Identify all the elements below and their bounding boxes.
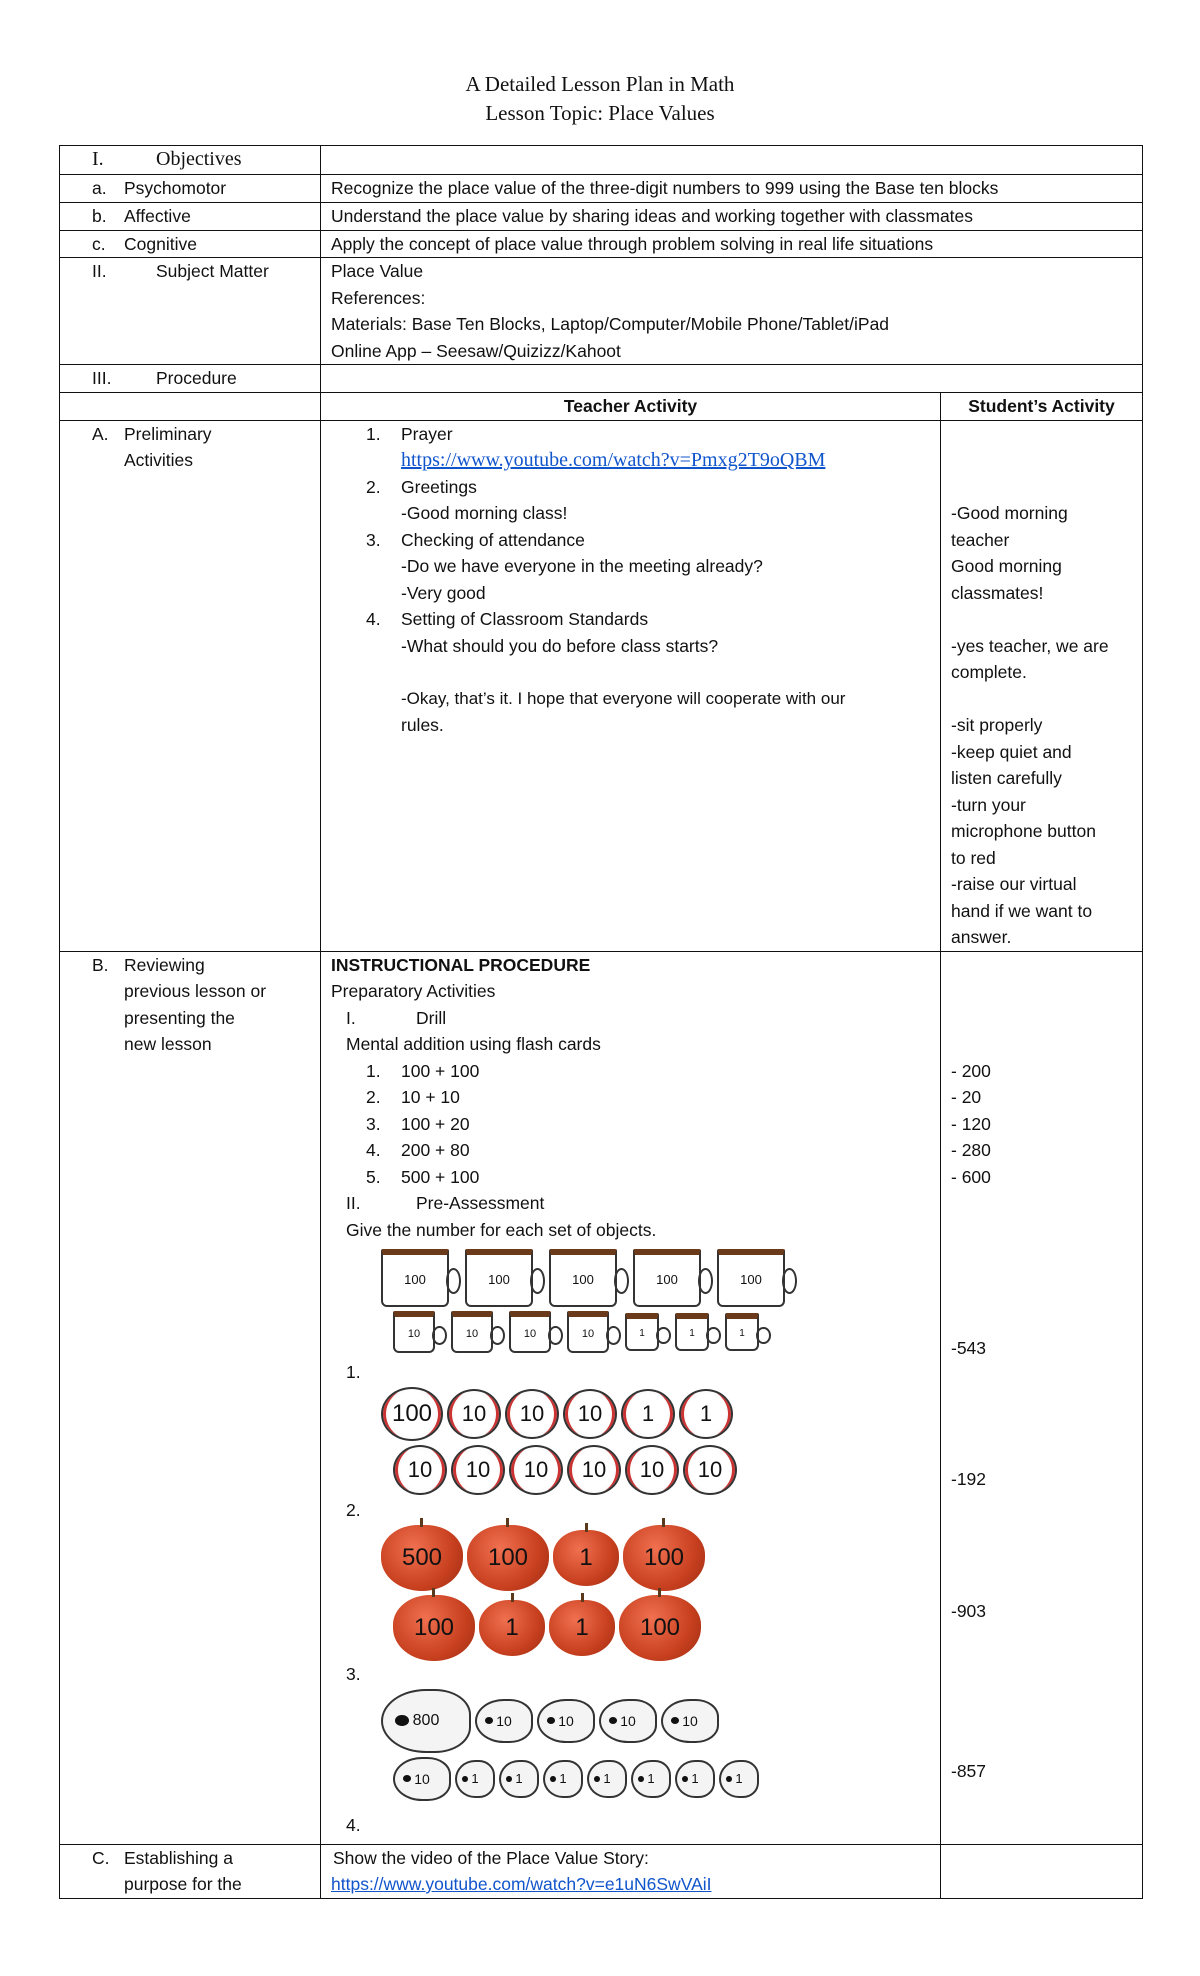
flash-card-item — [331, 1164, 930, 1191]
step-line: -Okay, that’s it. I hope that everyone will cooperate with our — [401, 688, 846, 708]
mug-10-picture: 10 — [393, 1311, 435, 1353]
preparatory-label: Preparatory Activities — [331, 981, 496, 1001]
step-line: -Do we have everyone in the meeting already? — [401, 556, 763, 576]
mug-100-picture: 100 — [549, 1249, 617, 1307]
student-activity-header: Student’s Activity — [941, 393, 1143, 421]
objectives-row — [60, 146, 1143, 175]
object-set-2 — [331, 1387, 930, 1519]
object-row — [381, 1525, 930, 1591]
apple-100-picture: 100 — [467, 1525, 549, 1591]
object-row — [381, 1595, 930, 1661]
student-response-line — [951, 686, 1132, 713]
part-label: new lesson — [124, 1034, 212, 1054]
student-response-line: -sit properly — [951, 715, 1043, 735]
object-row — [381, 1387, 930, 1441]
section-label: Objectives — [156, 148, 242, 170]
subject-line: Online App – Seesaw/Quizizz/Kahoot — [331, 340, 621, 361]
purpose-row — [60, 1844, 1143, 1898]
set-answer: -192 — [951, 1468, 987, 1489]
part-label: Establishing a — [124, 1847, 233, 1868]
apple-1-picture: 1 — [549, 1600, 615, 1656]
student-response-line: -raise our virtual — [951, 874, 1077, 894]
object-row — [381, 1311, 930, 1353]
part-letter: B. — [92, 954, 109, 975]
apple-1-picture: 1 — [553, 1530, 619, 1586]
fish-1-picture: 1 — [543, 1760, 583, 1798]
purpose-text: Show the video of the Place Value Story: — [333, 1847, 649, 1868]
mug-1-picture: 1 — [675, 1313, 709, 1351]
step-title: Checking of attendance — [401, 529, 585, 550]
objective-letter: b. — [92, 206, 107, 226]
step-title: Setting of Classroom Standards — [401, 609, 649, 629]
flash-card-item — [331, 1137, 930, 1164]
step-line — [331, 659, 930, 686]
objective-letter: c. — [92, 233, 106, 254]
student-response-line: classmates! — [951, 582, 1044, 603]
ball-10-picture: 10 — [505, 1389, 559, 1439]
pre-assessment-description: Give the number for each set of objects. — [346, 1219, 657, 1240]
objective-text: Apply the concept of place value through problem solving in real life situations — [321, 230, 1143, 258]
preliminary-row — [60, 420, 1143, 951]
fish-10-picture: 10 — [393, 1757, 451, 1801]
objective-row — [60, 175, 1143, 203]
student-response-line: Good morning — [951, 556, 1062, 576]
student-response-line: teacher — [951, 529, 1010, 550]
object-row — [381, 1249, 930, 1307]
objective-label: Cognitive — [124, 233, 197, 254]
ball-10-picture: 10 — [625, 1445, 679, 1495]
flash-question: 10 + 10 — [401, 1087, 460, 1107]
fish-10-picture: 10 — [537, 1699, 595, 1743]
step-line: -Very good — [401, 582, 486, 603]
fish-1-picture: 1 — [719, 1760, 759, 1798]
ball-10-picture: 10 — [683, 1445, 737, 1495]
mug-100-picture: 100 — [465, 1249, 533, 1307]
fish-10-picture: 10 — [475, 1699, 533, 1743]
fish-1-picture: 1 — [631, 1760, 671, 1798]
objective-row — [60, 230, 1143, 258]
subject-line: References: — [331, 287, 426, 308]
objective-label: Psychomotor — [124, 178, 227, 198]
objective-text: Understand the place value by sharing ideas and working together with classmates — [321, 203, 1143, 231]
step-title: Prayer — [401, 423, 453, 444]
mug-100-picture: 100 — [717, 1249, 785, 1307]
flash-number: 5. — [366, 1166, 381, 1187]
student-response-line: -turn your — [951, 794, 1026, 815]
mug-10-picture: 10 — [509, 1311, 551, 1353]
fish-1-picture: 1 — [499, 1760, 539, 1798]
flash-card-item — [331, 1084, 930, 1111]
fish-1-picture: 1 — [587, 1760, 627, 1798]
part-letter: A. — [92, 423, 109, 444]
mug-100-picture: 100 — [633, 1249, 701, 1307]
set-number: 4. — [346, 1814, 361, 1835]
document-title: A Detailed Lesson Plan in Math — [465, 72, 735, 96]
student-response-line: complete. — [951, 662, 1027, 682]
ball-10-picture: 10 — [563, 1389, 617, 1439]
pre-assessment-label: Pre-Assessment — [416, 1193, 545, 1213]
flash-answer: - 20 — [951, 1087, 982, 1107]
object-set-1 — [331, 1249, 930, 1381]
step-number: 3. — [366, 529, 381, 550]
apple-100-picture: 100 — [623, 1525, 705, 1591]
flash-card-list — [331, 1058, 930, 1191]
mug-10-picture: 10 — [567, 1311, 609, 1353]
flash-answer: - 120 — [951, 1113, 991, 1134]
objective-row — [60, 203, 1143, 231]
object-set-3 — [331, 1525, 930, 1683]
student-response-line: -keep quiet and — [951, 741, 1072, 762]
mug-100-picture: 100 — [381, 1249, 449, 1307]
fish-1-picture: 1 — [455, 1760, 495, 1798]
set-number: 3. — [346, 1663, 361, 1684]
lesson-plan-table — [59, 145, 1143, 1899]
activity-header-row — [60, 393, 1143, 421]
part-label: Preliminary — [124, 423, 212, 444]
step-line: rules. — [401, 715, 444, 735]
flash-number: 1. — [366, 1060, 381, 1081]
set-answer: -543 — [951, 1337, 987, 1358]
mug-10-picture: 10 — [451, 1311, 493, 1353]
part-label: purpose for the — [124, 1874, 242, 1894]
lesson-topic: Lesson Topic: Place Values — [485, 101, 715, 125]
student-response-line: -Good morning — [951, 503, 1068, 523]
flash-answer: - 280 — [951, 1140, 991, 1160]
flash-question: 200 + 80 — [401, 1140, 470, 1160]
section-number: II. — [92, 261, 107, 281]
student-response-line: answer. — [951, 927, 1012, 947]
objective-text: Recognize the place value of the three-digit numbers to 999 using the Base ten blocks — [321, 175, 1143, 203]
procedure-row — [60, 365, 1143, 393]
flash-answer: - 200 — [951, 1060, 991, 1081]
student-response-line — [951, 447, 1132, 474]
set-number: 2. — [346, 1499, 361, 1520]
objective-label: Affective — [124, 206, 191, 226]
subject-line: Place Value — [331, 261, 424, 281]
teacher-activity-header: Teacher Activity — [321, 393, 941, 421]
ball-1-picture: 1 — [679, 1389, 733, 1439]
student-response-line: to red — [951, 847, 996, 868]
step-number: 1. — [366, 423, 381, 444]
flash-number: 2. — [366, 1087, 381, 1107]
fish-1-picture: 1 — [675, 1760, 715, 1798]
student-responses — [941, 420, 1143, 951]
step-line: -What should you do before class starts? — [401, 635, 719, 656]
story-video-link[interactable]: https://www.youtube.com/watch?v=e1uN6SwVAiI — [331, 1874, 712, 1894]
apple-100-picture: 100 — [393, 1595, 475, 1661]
apple-500-picture: 500 — [381, 1525, 463, 1591]
student-answers — [941, 951, 1143, 1844]
section-number: III. — [92, 368, 112, 388]
student-response-line: microphone button — [951, 821, 1096, 841]
instructional-heading: INSTRUCTIONAL PROCEDURE — [331, 954, 591, 975]
part-label: Activities — [124, 450, 194, 470]
section-number: I. — [92, 148, 104, 170]
student-response-line — [951, 474, 1132, 501]
ball-1-picture: 1 — [621, 1389, 675, 1439]
subject-line: Materials: Base Ten Blocks, Laptop/Computer/Mobile Phone/Tablet/iPad — [331, 314, 890, 334]
objective-letter: a. — [92, 178, 107, 198]
ball-10-picture: 10 — [451, 1445, 505, 1495]
mug-1-picture: 1 — [625, 1313, 659, 1351]
set-answer: -857 — [951, 1760, 987, 1781]
ball-10-picture: 10 — [509, 1445, 563, 1495]
flash-answer: - 600 — [951, 1166, 991, 1187]
student-response-line: -yes teacher, we are — [951, 635, 1109, 656]
object-row — [381, 1445, 930, 1495]
student-response-line — [951, 421, 1132, 448]
ball-10-picture: 10 — [447, 1389, 501, 1439]
fish-800-picture: 800 — [381, 1689, 471, 1753]
part-label: Reviewing — [124, 954, 205, 975]
part-letter: C. — [92, 1847, 110, 1868]
flash-card-item — [331, 1111, 930, 1138]
step-number: 2. — [366, 476, 381, 497]
fish-10-picture: 10 — [661, 1699, 719, 1743]
student-response-line: listen carefully — [951, 768, 1062, 788]
part-label: previous lesson or — [124, 981, 267, 1001]
ball-10-picture: 10 — [567, 1445, 621, 1495]
object-set-4 — [331, 1689, 930, 1834]
ball-100-picture: 100 — [381, 1387, 443, 1441]
flash-question: 500 + 100 — [401, 1166, 480, 1187]
student-response-line: hand if we want to — [951, 900, 1093, 921]
section-label: Subject Matter — [156, 261, 269, 281]
mug-1-picture: 1 — [725, 1313, 759, 1351]
drill-label: Drill — [416, 1007, 447, 1028]
section-label: Procedure — [156, 368, 237, 388]
set-answer: -903 — [951, 1600, 987, 1621]
apple-100-picture: 100 — [619, 1595, 701, 1661]
roman-number: I. — [346, 1007, 356, 1028]
ball-10-picture: 10 — [393, 1445, 447, 1495]
object-row — [381, 1757, 930, 1801]
step-line: -Good morning class! — [401, 503, 568, 523]
flash-question: 100 + 100 — [401, 1060, 480, 1081]
fish-10-picture: 10 — [599, 1699, 657, 1743]
student-response-line — [951, 606, 1132, 633]
roman-number: II. — [346, 1193, 361, 1213]
flash-card-item — [331, 1058, 930, 1085]
step-number: 4. — [366, 609, 381, 629]
set-number: 1. — [346, 1361, 361, 1382]
flash-number: 3. — [366, 1113, 381, 1134]
drill-description: Mental addition using flash cards — [346, 1034, 601, 1054]
apple-1-picture: 1 — [479, 1600, 545, 1656]
object-sets — [331, 1249, 930, 1834]
step-title: Greetings — [401, 476, 477, 497]
object-row — [381, 1689, 930, 1753]
flash-question: 100 + 20 — [401, 1113, 470, 1134]
review-row — [60, 951, 1143, 1844]
part-label: presenting the — [124, 1007, 235, 1028]
flash-number: 4. — [366, 1140, 381, 1160]
subject-matter-row — [60, 258, 1143, 365]
prayer-video-link[interactable]: https://www.youtube.com/watch?v=Pmxg2T9oQBM — [401, 449, 826, 471]
